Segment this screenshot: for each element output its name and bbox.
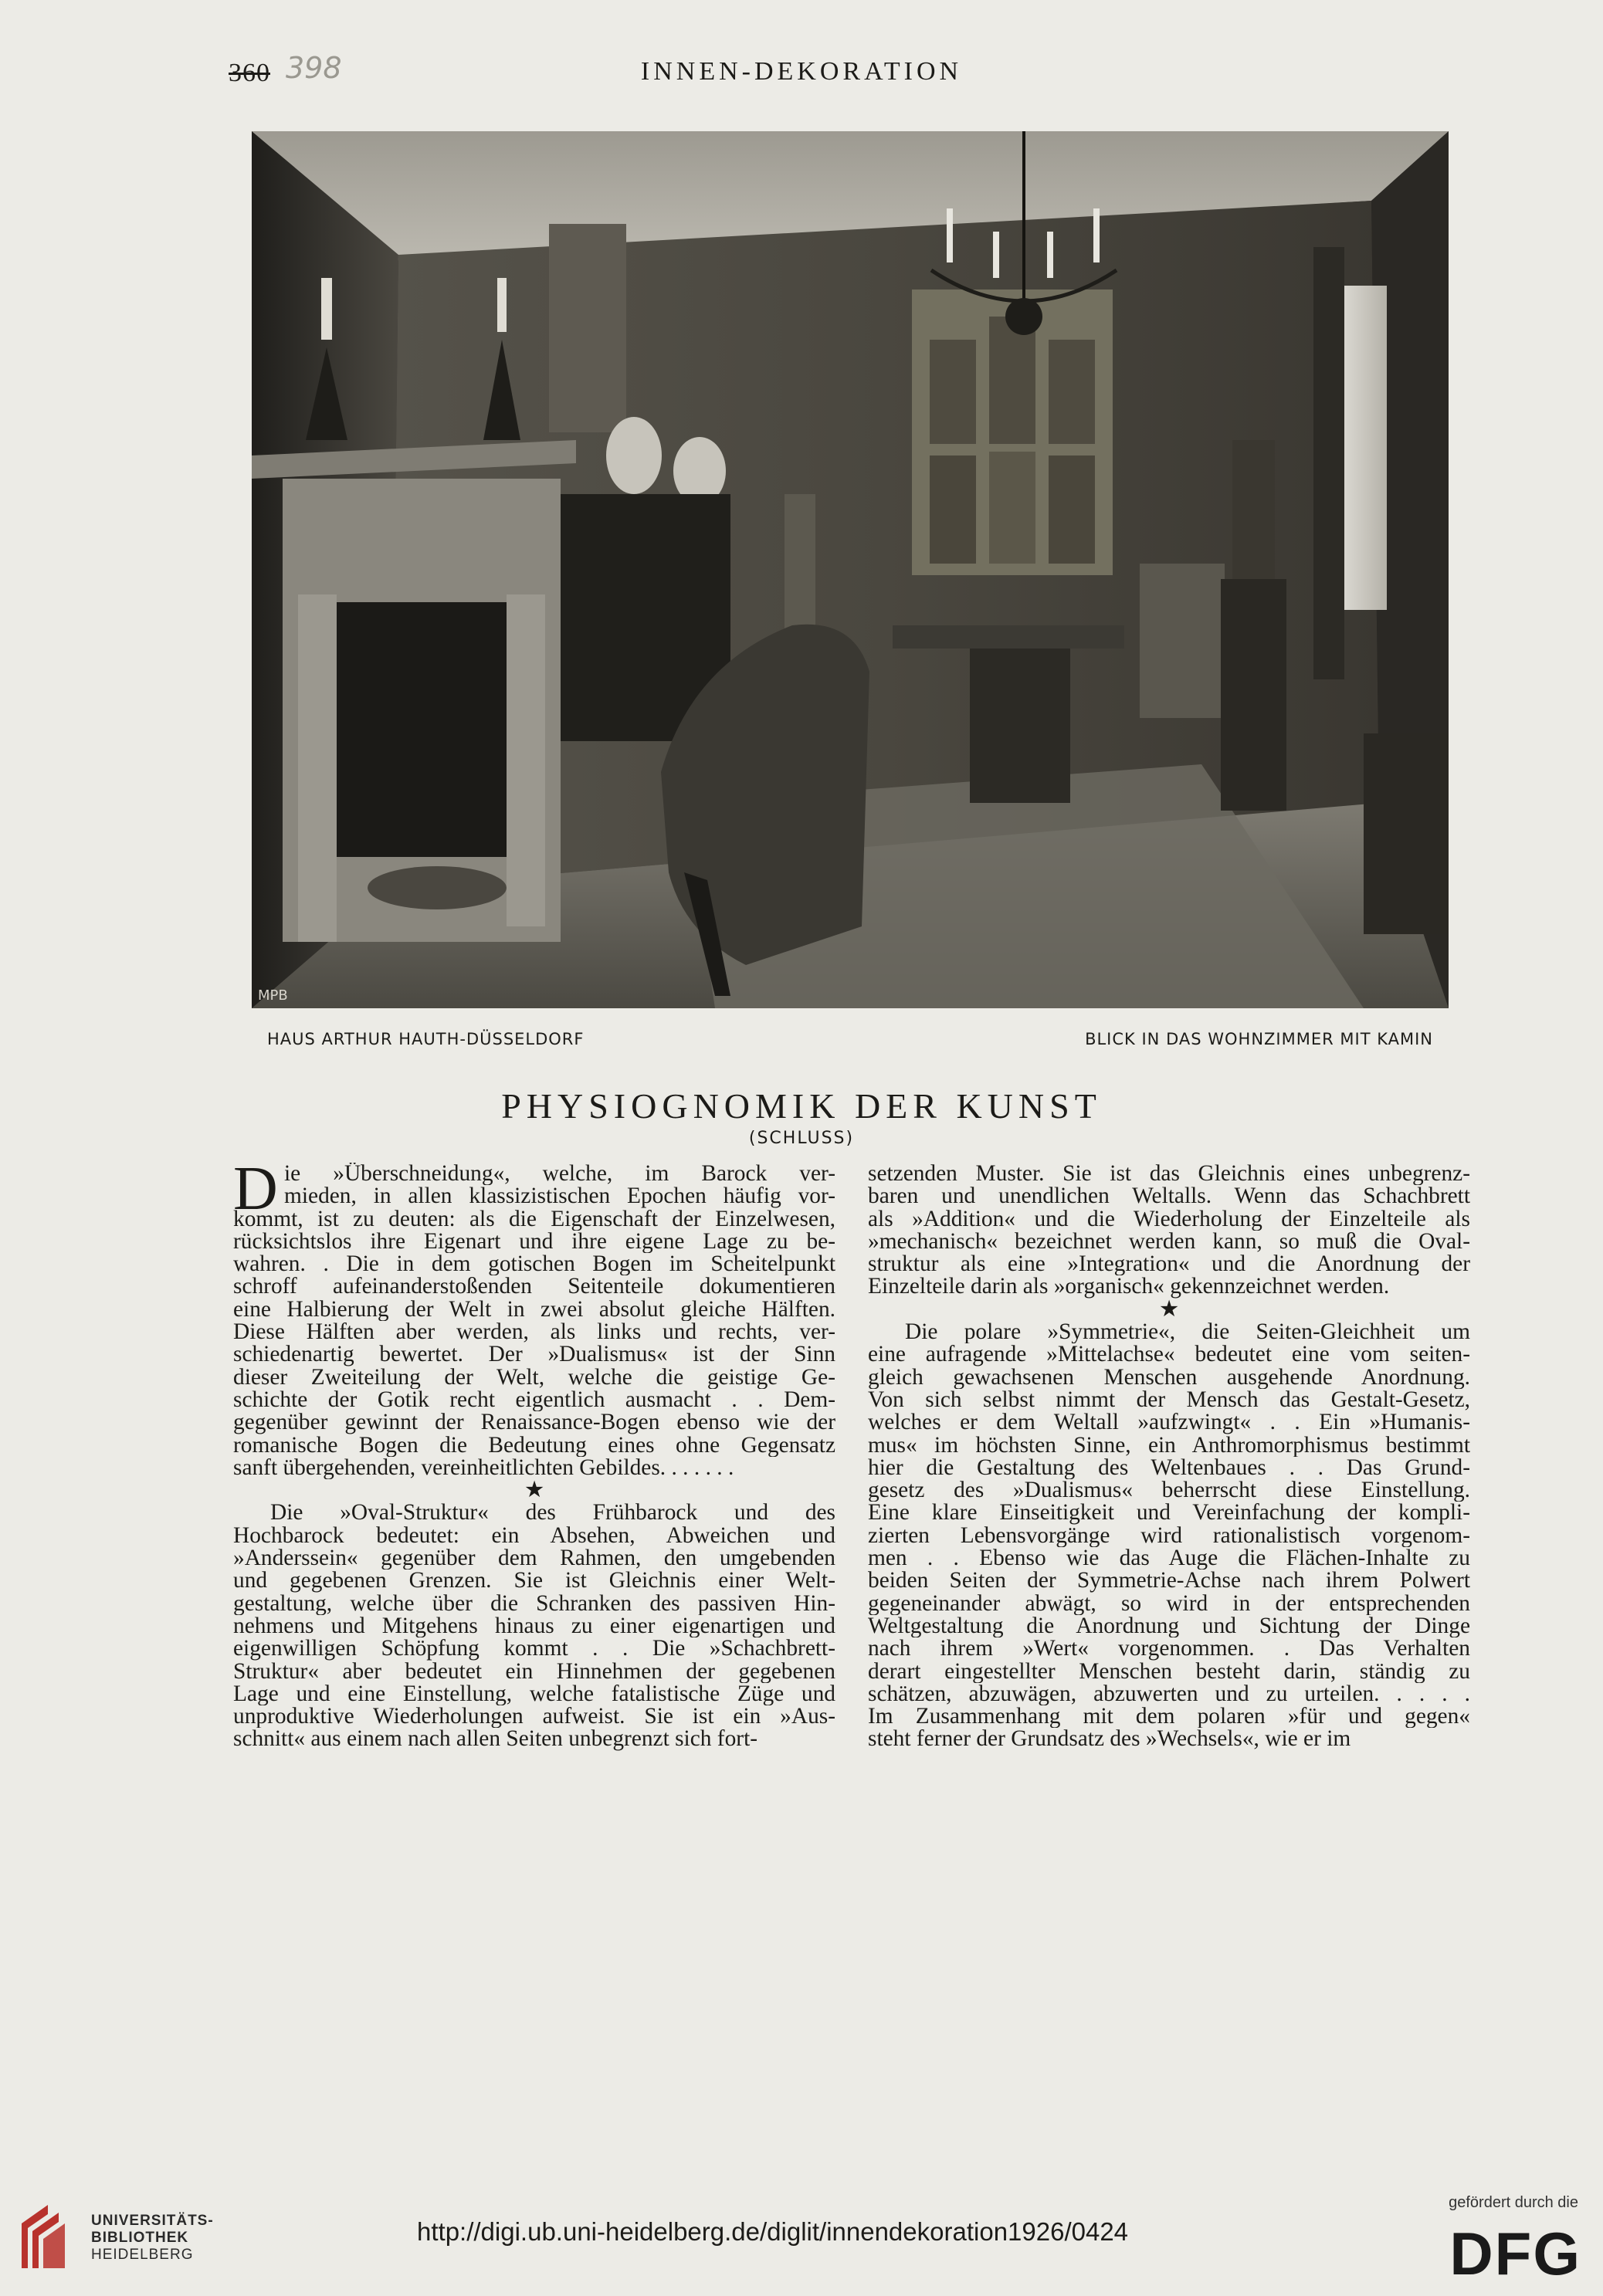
text-line: mus« im höchsten Sinne, ein Anthromorphismus bestimmt (868, 1434, 1470, 1457)
text-line: romanische Bogen die Bedeutung eines ohne Gegensatz (233, 1434, 835, 1457)
text-line: kommt, ist zu deuten: als die Eigenschaft der Einzelwesen, (233, 1207, 835, 1231)
text-line: Im Zusammenhang mit dem polaren »für und gegen« (868, 1705, 1470, 1729)
text-line: wahren. . Die in dem gotischen Bogen im Scheitelpunkt (233, 1253, 835, 1276)
text-line: gegeneinander abwägt, so wird in der entsprechenden (868, 1592, 1470, 1615)
page-number: 360 (229, 59, 270, 87)
text-line: Die »Oval-Struktur« des Frühbarock und des (270, 1502, 835, 1525)
section-divider-star: ★ (524, 1479, 545, 1502)
text-line: gegenüber gewinnt der Renaissance-Bogen ebenso wie der (233, 1411, 835, 1434)
text-line: nehmens und Mitgehens hinaus zu einer eigenartigen und (233, 1614, 835, 1638)
dfg-logo: DFG (1449, 2220, 1581, 2288)
text-line: men . . Ebenso wie das Auge die Flächen-Inhalte zu (868, 1547, 1470, 1570)
text-line: rücksichtslos ihre Eigenart und ihre eigene Lage zu be- (233, 1230, 835, 1254)
text-line: struktur als eine »Integration« und die Anordnung der (868, 1253, 1470, 1276)
text-line: Lage und eine Einstellung, welche fatalistische Züge und (233, 1682, 835, 1706)
text-line: Einzelteile darin als »organisch« gekennzeichnet werden. (868, 1275, 1390, 1299)
text-line: Hochbarock bedeutet: ein Absehen, Abweichen und (233, 1524, 835, 1548)
library-name-line1: UNIVERSITÄTS- (91, 2213, 214, 2229)
text-line: baren und unendlichen Weltalls. Wenn das Schachbrett (868, 1185, 1470, 1208)
text-line: sanft übergehenden, vereinheitlichten Gebildes. . . . . . . (233, 1456, 734, 1480)
text-line: gestaltung, welche über die Schranken des passiven Hin- (233, 1592, 835, 1615)
text-line: schroff aufeinanderstoßenden Seitenteile dokumentieren (233, 1275, 835, 1299)
library-logo-icon (17, 2200, 66, 2273)
text-line: steht ferner der Grundsatz des »Wechsels«, wie er im (868, 1728, 1351, 1751)
text-line: welches er dem Weltall »aufzwingt« . . Ein »Humanis- (868, 1411, 1470, 1434)
text-line: Struktur« aber bedeutet ein Hinnehmen der gegebenen (233, 1660, 835, 1683)
text-line: schätzen, abzuwägen, abzuwerten und zu urteilen. . . . . (868, 1682, 1470, 1706)
digital-object-url[interactable]: http://digi.ub.uni-heidelberg.de/diglit/innendekoration1926/0424 (417, 2217, 1129, 2246)
text-line: »Anderssein« gegenüber dem Rahmen, den umgebenden (233, 1547, 835, 1570)
text-column-left (233, 1155, 835, 1751)
text-line: mieden, in allen klassizistischen Epochen häufig vor- (284, 1185, 835, 1208)
text-line: schiedenartig bewertet. Der »Dualismus« ist der Sinn (233, 1343, 835, 1366)
library-name-line2: BIBLIOTHEK (91, 2230, 189, 2246)
text-column-right (868, 1163, 1470, 1751)
text-line: eine Halbierung der Welt in zwei absolut gleiche Hälften. (233, 1298, 835, 1322)
sponsor-text: gefördert durch die (1449, 2194, 1578, 2211)
text-line: dieser Zweiteilung der Welt, welche die geistige Ge- (233, 1366, 835, 1389)
text-line: Die polare »Symmetrie«, die Seiten-Gleichheit um (905, 1321, 1470, 1344)
running-head: INNEN-DEKORATION (640, 57, 963, 86)
text-line: ie »Überschneidung«, welche, im Barock ver- (284, 1163, 835, 1186)
photo-caption-left: HAUS ARTHUR HAUTH-DÜSSELDORF (267, 1030, 585, 1048)
text-line: gesetz des »Dualismus« beherrscht diese Einstellung. (868, 1479, 1470, 1502)
section-divider-star: ★ (1158, 1298, 1180, 1322)
interior-photograph (252, 131, 1449, 1008)
text-line: setzenden Muster. Sie ist das Gleichnis eines unbegrenz- (868, 1163, 1470, 1186)
text-line: gleich gewachsenen Menschen ausgehende Anordnung. (868, 1366, 1470, 1389)
photo-caption-right: BLICK IN DAS WOHNZIMMER MIT KAMIN (1085, 1030, 1433, 1048)
text-line: »mechanisch« bezeichnet werden kann, so muß die Oval- (868, 1230, 1470, 1254)
text-line: schichte der Gotik recht eigentlich ausmacht . . Dem- (233, 1388, 835, 1412)
text-line: zierten Lebensvorgänge wird rationalistisch vorgenom- (868, 1524, 1470, 1548)
text-line: unproduktive Wiederholungen aufweist. Sie ist ein »Aus- (233, 1705, 835, 1729)
text-line: schnitt« aus einem nach allen Seiten unbegrenzt sich fort- (233, 1728, 758, 1751)
text-line: hier die Gestaltung des Weltenbaues . . Das Grund- (868, 1456, 1470, 1480)
text-line: Diese Hälften aber werden, als links und rechts, ver- (233, 1321, 835, 1344)
text-line: Eine klare Einseitigkeit und Vereinfachung der kompli- (868, 1502, 1470, 1525)
pencil-annotation: 398 (286, 51, 342, 85)
digitization-footer (0, 2177, 1603, 2296)
photographer-signature: MPB (258, 987, 288, 1004)
library-name-line3: HEIDELBERG (91, 2247, 194, 2263)
text-line: und gegebenen Grenzen. Sie ist Gleichnis einer Welt- (233, 1570, 835, 1593)
text-line: eigenwilligen Schöpfung kommt . . Die »Schachbrett- (233, 1637, 835, 1661)
text-line: Weltgestaltung die Anordnung und Sichtung der Dinge (868, 1614, 1470, 1638)
article-subtitle: (SCHLUSS) (748, 1129, 855, 1148)
library-name (91, 2213, 214, 2264)
text-line: als »Addition« und die Wiederholung der Einzelteile als (868, 1207, 1470, 1231)
text-line: eine aufragende »Mittelachse« bedeutet eine vom seiten- (868, 1343, 1470, 1366)
text-line: beiden Seiten der Symmetrie-Achse nach ihrem Polwert (868, 1570, 1470, 1593)
text-line: nach ihrem »Wert« vorgenommen. . Das Verhalten (868, 1637, 1470, 1661)
article-title: PHYSIOGNOMIK DER KUNST (501, 1086, 1102, 1126)
drop-cap: D (233, 1155, 278, 1223)
living-room-fireplace-image (252, 131, 1449, 1008)
text-line: Von sich selbst nimmt der Mensch das Gestalt-Gesetz, (868, 1388, 1470, 1412)
text-line: derart eingestellter Menschen besteht darin, ständig zu (868, 1660, 1470, 1683)
